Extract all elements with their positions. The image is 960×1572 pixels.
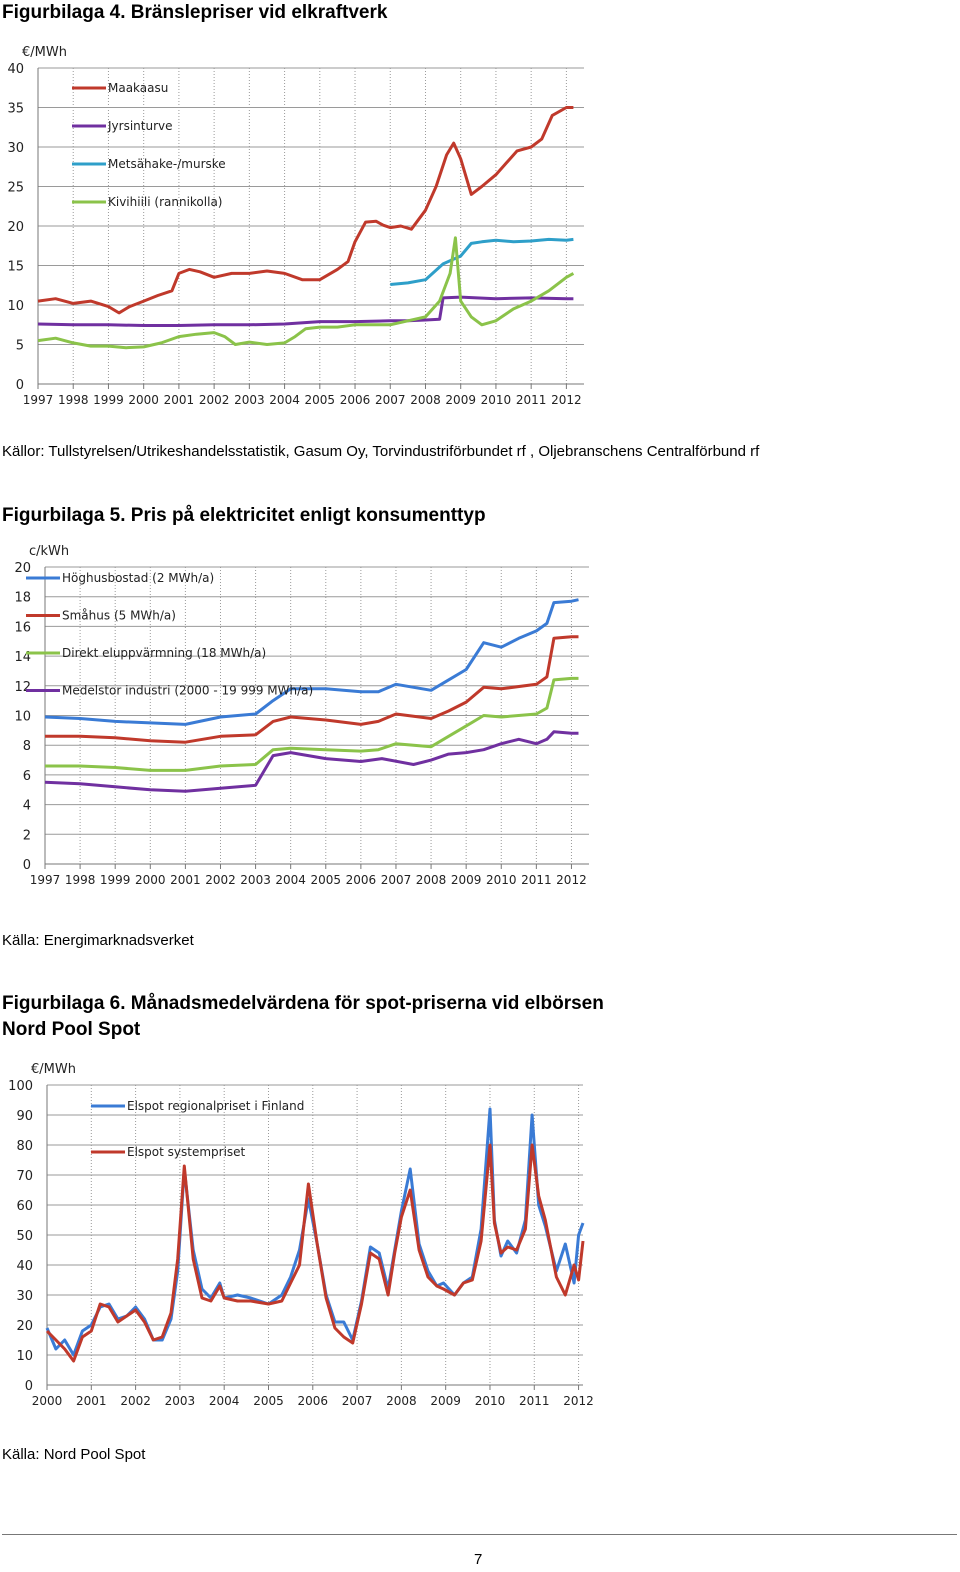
fig4-xtick-label: 2003 xyxy=(234,393,265,407)
fig4-ytick-label: 35 xyxy=(7,101,24,117)
fig5-ytick-label: 18 xyxy=(14,590,31,606)
fig6-ytick-label: 30 xyxy=(16,1289,33,1304)
fig4-legend-label: Metsähake-/murske xyxy=(108,157,226,171)
fig4-source: Källor: Tullstyrelsen/Utrikeshandelsstatistik, Gasum Oy, Torvindustriförbundet rf , Oljebranschens Centralförbund rf xyxy=(2,443,760,460)
fig6-xtick-label: 2009 xyxy=(430,1394,461,1408)
fig4-ytick-label: 20 xyxy=(7,220,24,235)
fig6-source: Källa: Nord Pool Spot xyxy=(2,1446,146,1463)
fig4-xtick-label: 2009 xyxy=(445,393,476,407)
fig4-xtick-label: 2006 xyxy=(339,393,371,407)
fig6-xtick-label: 2004 xyxy=(208,1394,240,1408)
fig4-legend-label: Kivihiili (rannikolla) xyxy=(108,195,223,209)
fig4-xtick-label: 2007 xyxy=(374,393,406,407)
fig6-ytick-label: 80 xyxy=(16,1139,33,1154)
fig5-xtick-label: 2001 xyxy=(170,873,201,887)
fig4-series-3-line xyxy=(390,239,573,284)
fig6-xtick-label: 2008 xyxy=(386,1394,417,1408)
fig6-ytick-label: 50 xyxy=(16,1229,33,1244)
fig6-xtick-label: 2000 xyxy=(31,1394,63,1408)
fig4-ytick-label: 5 xyxy=(15,338,24,354)
fig6-ytick-label: 90 xyxy=(16,1109,33,1124)
fig4-chart xyxy=(0,36,620,416)
fig4-heading: Figurbilaga 4. Bränslepriser vid elkraftverk xyxy=(2,2,388,23)
fig6-ytick-label: 60 xyxy=(16,1199,33,1214)
fig5-xtick-label: 1999 xyxy=(99,873,131,887)
fig4-ytick-label: 10 xyxy=(7,299,24,314)
fig6-heading-line2: Nord Pool Spot xyxy=(2,1019,141,1040)
fig6-xtick-label: 2006 xyxy=(297,1394,329,1408)
fig4-legend-label: Maakaasu xyxy=(108,81,169,95)
fig4-xtick-label: 2001 xyxy=(163,393,195,407)
fig4-xtick-label: 1997 xyxy=(22,393,54,407)
fig6-chart xyxy=(0,1055,620,1420)
fig6-ytick-label: 20 xyxy=(16,1319,33,1334)
fig4-xtick-label: 1998 xyxy=(57,393,89,407)
fig5-ytick-label: 16 xyxy=(14,620,31,636)
fig4-xtick-label: 2000 xyxy=(128,393,159,407)
fig5-xtick-label: 2002 xyxy=(205,873,236,887)
fig4-xtick-label: 2004 xyxy=(269,393,300,407)
fig5-ytick-label: 20 xyxy=(14,561,31,576)
fig4-legend-label: Jyrsinturve xyxy=(108,119,173,133)
fig6-xtick-label: 2007 xyxy=(341,1394,373,1408)
fig5-xtick-label: 2005 xyxy=(310,873,342,887)
fig5-xtick-label: 2010 xyxy=(485,873,517,887)
fig5-series-4-line xyxy=(45,732,579,791)
fig5-unit-label: c/kWh xyxy=(29,544,70,559)
fig4-ytick-label: 25 xyxy=(7,180,24,196)
fig5-ytick-label: 14 xyxy=(14,650,31,666)
fig4-ytick-label: 0 xyxy=(15,378,24,393)
fig4-ytick-label: 30 xyxy=(7,141,24,156)
fig4-series-4-line xyxy=(38,238,573,348)
fig6-legend-label: Elspot regionalpriset i Finland xyxy=(127,1099,305,1113)
fig4-xtick-label: 1999 xyxy=(93,393,124,407)
fig4-unit-label: €/MWh xyxy=(22,45,67,60)
fig6-xtick-label: 2005 xyxy=(253,1394,284,1408)
fig6-xtick-label: 2001 xyxy=(76,1394,107,1408)
fig4-xtick-label: 2005 xyxy=(304,393,336,407)
fig6-ytick-label: 10 xyxy=(16,1349,33,1364)
fig5-xtick-label: 2011 xyxy=(521,873,552,887)
fig5-ytick-label: 4 xyxy=(22,798,31,814)
fig5-xtick-label: 2006 xyxy=(345,873,377,887)
fig5-ytick-label: 12 xyxy=(14,679,31,695)
fig5-source: Källa: Energimarknadsverket xyxy=(2,932,194,949)
fig6-unit-label: €/MWh xyxy=(31,1062,76,1077)
fig5-legend-label: Direkt eluppvärmning (18 MWh/a) xyxy=(62,646,267,660)
fig5-ytick-label: 0 xyxy=(22,858,31,873)
fig6-xtick-label: 2003 xyxy=(164,1394,196,1408)
fig5-ytick-label: 10 xyxy=(14,709,31,725)
fig4-xtick-label: 2011 xyxy=(515,393,547,407)
fig6-xtick-label: 2012 xyxy=(563,1394,594,1408)
fig5-ytick-label: 6 xyxy=(22,768,31,784)
fig5-xtick-label: 2004 xyxy=(275,873,306,887)
fig5-heading: Figurbilaga 5. Pris på elektricitet enligt konsumenttyp xyxy=(2,505,486,526)
fig5-xtick-label: 2008 xyxy=(415,873,447,887)
fig6-ytick-label: 70 xyxy=(16,1169,33,1184)
fig6-xtick-label: 2011 xyxy=(518,1394,550,1408)
fig5-ytick-label: 8 xyxy=(22,739,31,755)
fig6-legend-label: Elspot systempriset xyxy=(127,1145,246,1159)
fig6-heading-line1: Figurbilaga 6. Månadsmedelvärdena för spot-priserna vid elbörsen xyxy=(2,993,604,1014)
fig5-xtick-label: 1997 xyxy=(29,873,61,887)
fig5-xtick-label: 2003 xyxy=(240,873,271,887)
fig4-ytick-label: 40 xyxy=(7,62,24,77)
fig5-legend-label: Medelstor industri (2000 - 19 999 MWh/a) xyxy=(62,683,314,698)
fig5-legend-label: Småhus (5 MWh/a) xyxy=(62,608,176,623)
fig4-xtick-label: 2012 xyxy=(551,393,582,407)
fig5-legend-label: Höghusbostad (2 MWh/a) xyxy=(62,571,215,585)
fig5-xtick-label: 2009 xyxy=(450,873,482,887)
fig6-xtick-label: 2002 xyxy=(120,1394,151,1408)
fig5-xtick-label: 2012 xyxy=(556,873,587,887)
fig6-ytick-label: 0 xyxy=(24,1379,33,1394)
page-number: 7 xyxy=(474,1551,483,1568)
fig4-xtick-label: 2010 xyxy=(480,393,512,407)
fig6-xtick-label: 2010 xyxy=(474,1394,506,1408)
fig4-xtick-label: 2002 xyxy=(198,393,230,407)
fig4-series-1-line xyxy=(38,108,573,313)
fig5-xtick-label: 2000 xyxy=(135,873,166,887)
fig4-ytick-label: 15 xyxy=(7,259,24,275)
fig6-ytick-label: 40 xyxy=(16,1259,33,1274)
fig5-chart xyxy=(0,540,620,900)
fig5-xtick-label: 2007 xyxy=(380,873,412,887)
page-divider xyxy=(2,1534,957,1535)
fig5-xtick-label: 1998 xyxy=(64,873,96,887)
fig6-ytick-label: 100 xyxy=(8,1079,33,1094)
fig4-xtick-label: 2008 xyxy=(410,393,441,407)
fig5-ytick-label: 2 xyxy=(22,828,31,844)
fig6-series-2-line xyxy=(47,1145,583,1361)
